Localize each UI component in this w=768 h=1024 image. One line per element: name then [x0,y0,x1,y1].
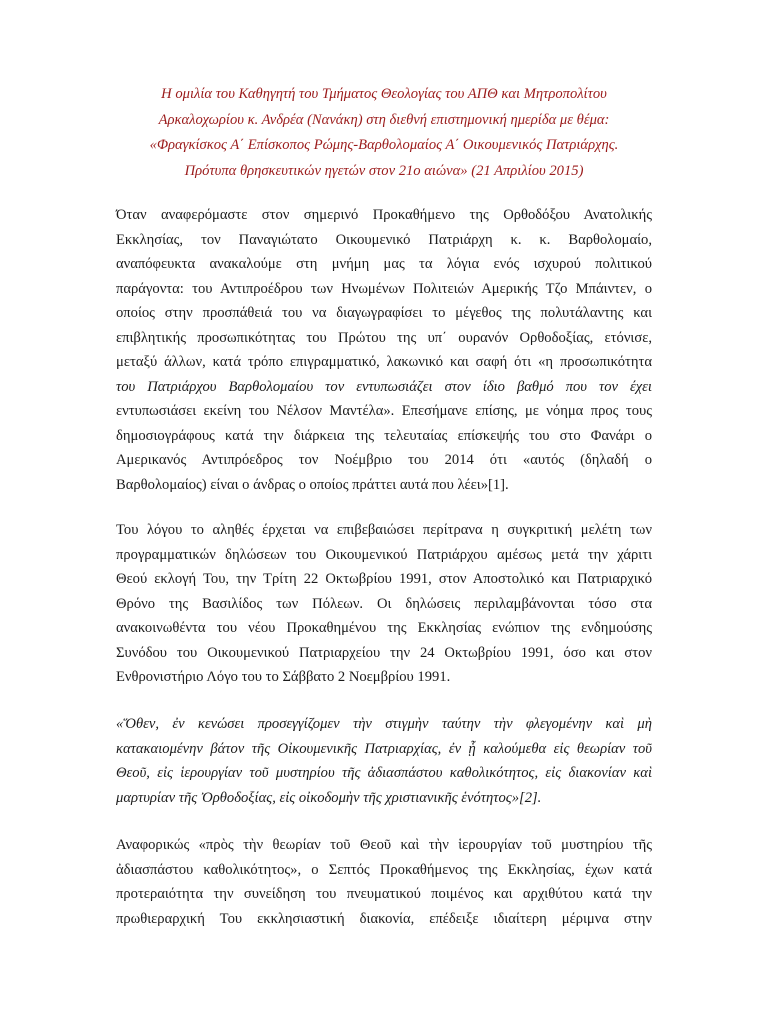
text-line: Εκκλησίας, τον Παναγιώτατο Οικουμενικό Πατριάρχη κ. κ. Βαρθολομαίο, [116,231,652,248]
text-line: ανακοινωθέντα του νέου Προκαθημένου της Εκκλησίας ενώπιον της ενδημούσης [116,620,652,636]
text-line: εντυπωσιάσει εκείνη του Νέλσον Μαντέλα». Επεσήμανε επίσης, με νόημα προς τους [116,403,652,419]
title-line: Η ομιλία του Καθηγητή του Τμήματος Θεολογίας του ΑΠΘ και Μητροπολίτου [161,86,607,102]
text-line: προγραμματικών δηλώσεων του Οικουμενικού Πατριάρχου αμέσως μετά την χάριτι [116,546,652,563]
title-line: «Φραγκίσκος Α΄ Επίσκοπος Ρώμης-Βαρθολομαίος Α΄ Οικουμενικός Πατριάρχης. [149,137,619,153]
text-line: Αναφορικώς «πρὸς τὴν θεωρίαν τοῦ Θεοῦ καὶ τὴν ἱερουργίαν τοῦ μυστηρίου τῆς [116,837,652,853]
text-line: μεταξύ άλλων, κατά τρόπο επιγραμματικό, λακωνικό και σαφή ότι «η προσωπικότητα [116,354,652,370]
text-line: επιβλητικής προσωπικότητας του Πρώτου της υπ΄ ουρανόν Ορθοδοξίας, ετόνισε, [116,329,652,346]
paragraph-3-quote [116,712,652,810]
document-title [100,82,668,184]
title-line: Πρότυπα θρησκευτικών ηγετών στον 21ο αιώνα» (21 Απριλίου 2015) [184,162,584,179]
text-line: «Ὅθεν, ἐν κενώσει προσεγγίζομεν τὴν στιγμὴν ταύτην τὴν φλεγομένην καὶ μὴ [116,716,652,732]
paragraph-1 [116,203,652,497]
text-line: Θρόνο της Βασιλίδος των Πόλεων. Οι δηλώσεις περιλαμβάνονται τόσο στα [116,595,652,612]
text-line: Όταν αναφερόμαστε στον σημερινό Προκαθήμενο της Ορθοδόξου Ανατολικής [116,207,652,223]
text-line: πρωθιεραρχική Του εκκλησιαστική διακονία, επέδειξε ιδιαίτερη μέριμνα στην [116,910,652,927]
text-line: Συνόδου του Οικουμενικού Πατριαρχείου την 24 Οκτωβρίου 1991, όσο και στον [116,644,652,661]
title-line: Αρκαλοχωρίου κ. Ανδρέα (Νανάκη) στη διεθνή επιστημονική ημερίδα με θέμα: [158,111,610,128]
text-line: του Πατριάρχου Βαρθολομαίου τον εντυπωσιάζει στον ίδιο βαθμό που τον έχει [116,378,652,395]
text-line: κατακαιομένην βάτον τῆς Οἰκουμενικῆς Πατριαρχίας, ἐν ᾗ καλούμεθα εἰς θεωρίαν τοῦ [116,740,652,757]
text-line: Θεοῦ, εἰς ἱερουργίαν τοῦ μυστηρίου τῆς ἀδιασπάστου καθολικότητος, εἰς διακονίαν καὶ [116,765,652,781]
text-line: οποίος στην προσπάθειά του να διαγωγραφίσει το μέγεθος της πολυτάλαντης και [116,305,652,321]
text-line: Του λόγου το αληθές έρχεται να επιβεβαιώσει περίτρανα η συγκριτική μελέτη των [116,522,652,538]
text-line: Βαρθολομαίος) είναι ο άνδρας ο οποίος πράττει αυτά που λέει»[1]. [116,476,509,493]
text-line: ἀδιασπάστου καθολικότητος», ο Σεπτός Προκαθήμενος της Εκκλησίας, έχων κατά [116,861,652,878]
text-line: Ενθρονιστήριο Λόγο του το Σάββατο 2 Νοεμβρίου 1991. [116,669,451,685]
text-line: Θεού εκλογή Του, την Τρίτη 22 Οκτωβρίου 1991, στον Αποστολικό και Πατριαρχικό [116,571,652,587]
paragraph-2 [116,518,652,690]
text-line: Αμερικανός Αντιπρόεδρος τον Νοέμβριο του 2014 ότι «αυτός (δηλαδή ο [116,452,652,468]
text-line: παράγοντα: του Αντιπροέδρου των Ηνωμένων Πολιτειών Αμερικής Τζο Μπάιντεν, ο [116,280,652,297]
text-line: αναπόφευκτα ανακαλούμε στη μνήμη μας τα λόγια ενός ισχυρού πολιτικού [116,256,652,272]
text-line: προτεραιότητα την συνείδηση του πνευματικού ποιμένος και αρχιθύτου κατά την [116,886,652,902]
text-line: μαρτυρίαν τῆς Ὀρθοδοξίας, εἰς οἰκοδομὴν τῆς χριστιανικῆς ἑνότητος»[2]. [116,789,542,806]
paragraph-4 [116,833,652,931]
text-line: δημοσιογράφους κατά την διάρκεια της τελευταίας επίσκεψής του στο Φανάρι ο [116,427,652,444]
